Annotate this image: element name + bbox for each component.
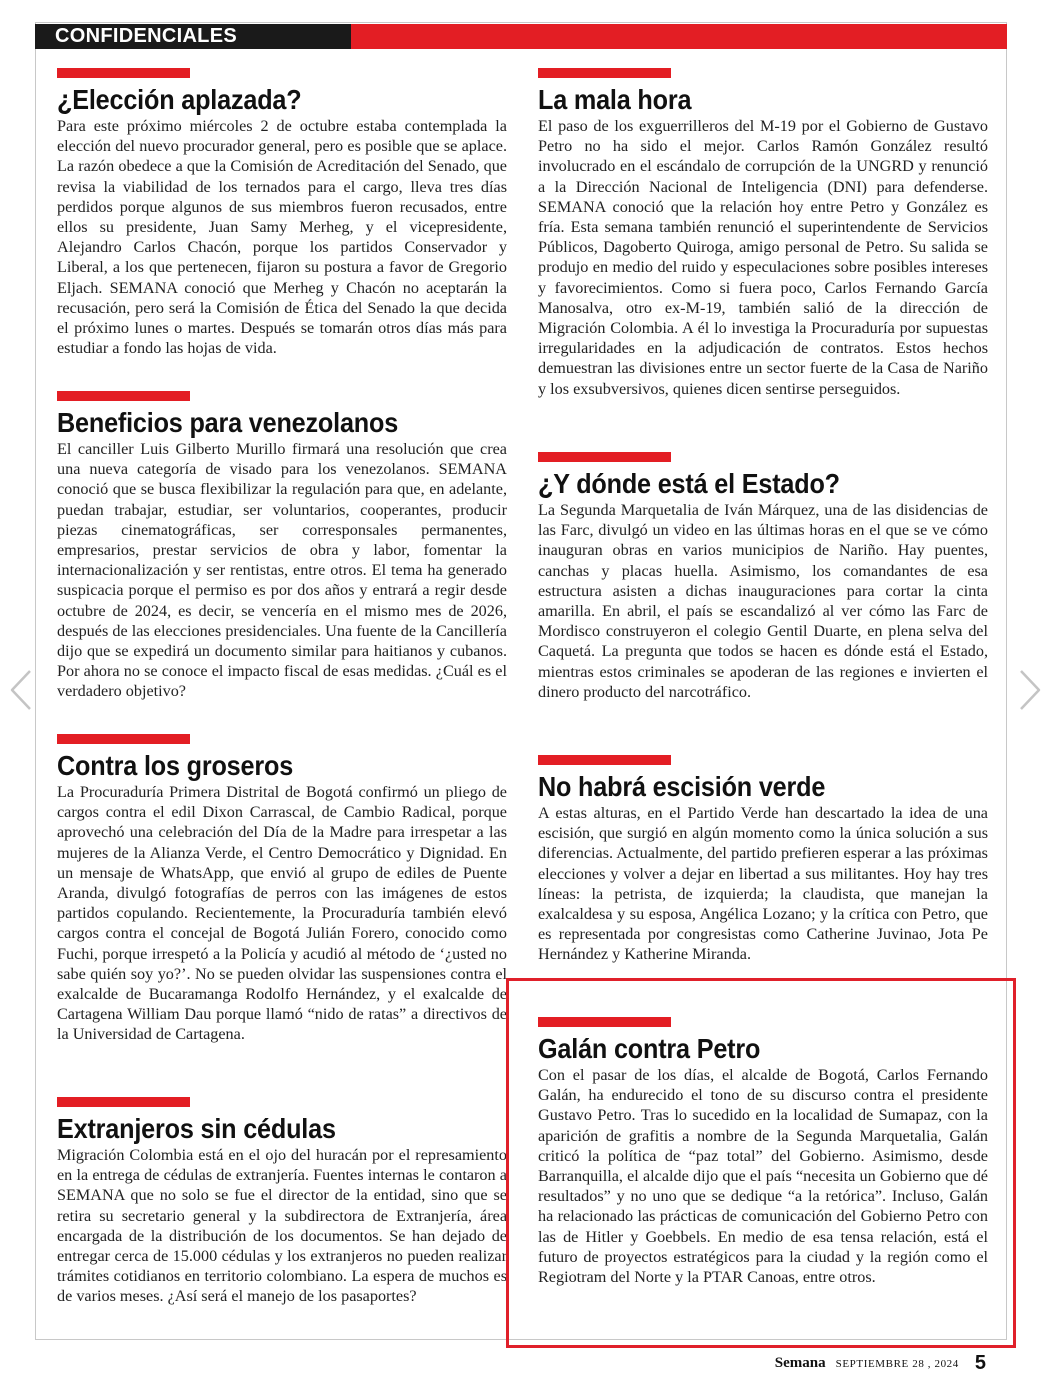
section-label: CONFIDENCIALES	[35, 24, 351, 49]
article-headline: ¿Elección aplazada?	[57, 84, 302, 115]
article-la-mala-hora	[538, 68, 988, 399]
article-body: Con el pasar de los días, el alcalde de Bogotá, Carlos Fernando Galán, ha endurecido el tono de su discurso contra el presidente Gustavo Petro. Tras lo sucedido en la localidad de Sumapaz, con la aparición de grafitis a nombre de la Segunda Marquetalia, Galán criticó la política de “paz total” del Gobierno. Asimismo, desde Barranquilla, el alcalde dijo que el país “necesita un Gobierno que dé resultados” y no uno que se dedique “a la retórica”. Incluso, Galán ha relacionado las prácticas de comunicación del Gobierno Petro con las de Hitler y Goebbels. En medio de esa tensa relación, está el futuro de proyectos estratégicos para la ciudad y la región como el Regiotram del Norte y la PTAR Canoas, entre otros.	[538, 1066, 988, 1287]
red-rule	[538, 452, 671, 462]
red-rule	[57, 391, 190, 401]
article-body: A estas alturas, en el Partido Verde han descartado la idea de una escisión, que surgió en algún momento como la única solución a sus diferencias. Actualmente, del partido prefieren esperar a las próximas elecciones y volver a dejar en libertad a sus militantes. Hoy hay tres líneas: la petrista, de izquierda; la claudista, que manejan la exalcaldesa y su esposa, Angélica Lozano; y la crítica con Petro, que es representada por congresistas como Catherine Juvinao, Jota Pe Hernández y Katherine Miranda.	[538, 804, 988, 964]
article-donde-esta-el-estado	[538, 452, 988, 702]
article-body: El paso de los exguerrilleros del M-19 por el Gobierno de Gustavo Petro no ha sido el mejor. Carlos Ramón González resultó involucrado en el escándalo de corrupción de la UNGRD y renunció a la Dirección Nacional de Inteligencia (DNI) para defenderse. SEMANA conoció que la relación hoy entre Petro y González es fría. Esta semana también renunció el superintendente de Servicios Públicos, Dagoberto Quiroga, amigo personal de Petro. Su salida se produjo en medio del ruido y especulaciones sobre posibles intereses y favorecimientos. Como si fuera poco, Carlos Fernando García Manosalva, otro ex-M-19, también salió de la dirección de Migración Colombia. A él lo investiga la Procuraduría por supuestas irregularidades en la adjudicación de contratos. Estos hechos demuestran las divisiones entre un sector fuerte de la Casa de Nariño y los exsubversivos, quienes dicen sentirse perseguidos.	[538, 117, 988, 398]
article-headline: La mala hora	[538, 84, 692, 115]
article-contra-los-groseros	[57, 734, 507, 1045]
red-rule	[57, 734, 190, 744]
article-body: La Procuraduría Primera Distrital de Bogotá confirmó un pliego de cargos contra el edil Dixon Carrascal, de Cambio Radical, porque aprovechó una celebración del Día de la Madre para irrespetar a las mujeres de la Alianza Verde, el Centro Democrático y Dignidad. En un mensaje de WhatsApp, que envió al grupo de ediles de Puente Aranda, divulgó fotografías de perros con las imágenes de estos partidos copulando. Recientemente, la Procuraduría también elevó cargos contra el concejal de Bogotá Julián Forero, conocido como Fuchi, porque irrespetó a la Policía y acudió al método de ‘¿usted no sabe quién soy yo?’. No se pueden olvidar las suspensiones contra el exalcalde de Bucaramanga Rodolfo Hernández, y el exalcalde de Cartagena William Dau porque llamó “nido de ratas” a directivos de la Universidad de Cartagena.	[57, 783, 507, 1044]
article-beneficios-venezolanos	[57, 391, 507, 702]
article-headline: ¿Y dónde está el Estado?	[538, 468, 840, 499]
chevron-right-icon[interactable]	[1017, 668, 1043, 712]
article-body: Para este próximo miércoles 2 de octubre estaba contemplada la elección del nuevo procurador general, pero es posible que se aplace. La razón obedece a que la Comisión de Acreditación del Senado, que revisa la viabilidad de los ternados para el cargo, lleva tres días perdidos porque algunos de sus miembros fueron recusados, entre ellos su presidente, Juan Samy Merheg, y el vicepresidente, Alejandro Carlos Chacón, porque los partidos Conservador y Liberal, a los que pertenecen, fijaron su postura a favor de Gregorio Eljach. SEMANA conoció que Merheg y Chacón no aceptarán la recusación, pero será la Comisión de Ética del Senado la que decida el próximo lunes o martes. Después se tomarán otros días más para estudiar a fondo las hojas de vida.	[57, 117, 507, 358]
page-number: 5	[974, 1352, 986, 1374]
article-body: El canciller Luis Gilberto Murillo firmará una resolución que crea una nueva categoría de visado para los venezolanos. SEMANA conoció que se busca flexibilizar la regulación para que, en adelante, puedan trabajar, estudiar, ser voluntarios, cooperantes, producir piezas cinematográficas, ser corresponsales permanentes, empresarios, prestar servicios de obra y labor, fomentar la internacionalización y ser rentistas, entre otros. El tema ha generado suspicacia porque el permiso es por dos años y entrará a regir desde octubre de 2024, es decir, se vencería en el mismo mes de 2026, después de las elecciones presidenciales. Una fuente de la Cancillería dijo que se expedirá un documento similar para haitianos y cubanos. Por ahora no se conoce el impacto fiscal de esas medidas. ¿Cuál es el verdadero objetivo?	[57, 440, 507, 701]
red-rule	[538, 755, 671, 765]
article-headline: Galán contra Petro	[538, 1033, 761, 1064]
article-headline: No habrá escisión verde	[538, 771, 826, 802]
article-eleccion-aplazada	[57, 68, 507, 358]
red-rule	[538, 68, 671, 78]
chevron-left-icon[interactable]	[8, 668, 34, 712]
article-headline: Contra los groseros	[57, 750, 294, 781]
article-body: Migración Colombia está en el ojo del huracán por el represamiento en la entrega de cédulas de extranjería. Fuentes internas le contaron a SEMANA que no solo se fue el director de la entidad, sino que se retira su secretario general y la subdirectora de Extranjería, área encargada de la distribución de los documentos. Se han dejado de entregar cerca de 15.000 cédulas y los extranjeros no pueden realizar trámites cotidianos en territorio colombiano. La espera de muchos es de varios meses. ¿Así será el manejo de los pasaportes?	[57, 1146, 507, 1306]
article-no-habra-escision-verde	[538, 755, 988, 965]
article-headline: Extranjeros sin cédulas	[57, 1113, 336, 1144]
red-rule	[57, 1097, 190, 1107]
article-extranjeros-sin-cedulas	[57, 1097, 507, 1307]
red-rule	[57, 68, 190, 78]
highlight-box	[506, 978, 1016, 1348]
article-body: La Segunda Marquetalia de Iván Márquez, una de las disidencias de las Farc, divulgó un video en las últimas horas en el que se ve cómo inauguran obras en varios municipios de Nariño. Hay puentes, canchas y placas huella. Asimismo, los comandantes de esa estructura asisten a dichas inauguraciones para cortar la cinta amarilla. En abril, el país se escandalizó al ver cómo las Farc de Mordisco construyeron el colegio Gentil Duarte, en plena selva del Caquetá. La pregunta que todos se hacen es dónde está el Estado, mientras estos criminales se apoderan de las regiones e invierten el dinero producto del narcotráfico.	[538, 501, 988, 701]
article-headline: Beneficios para venezolanos	[57, 407, 399, 438]
footer-date: SEPTIEMBRE 28 , 2024	[835, 1358, 959, 1370]
footer-brand: Semana	[774, 1355, 826, 1371]
page-footer	[775, 1352, 986, 1375]
